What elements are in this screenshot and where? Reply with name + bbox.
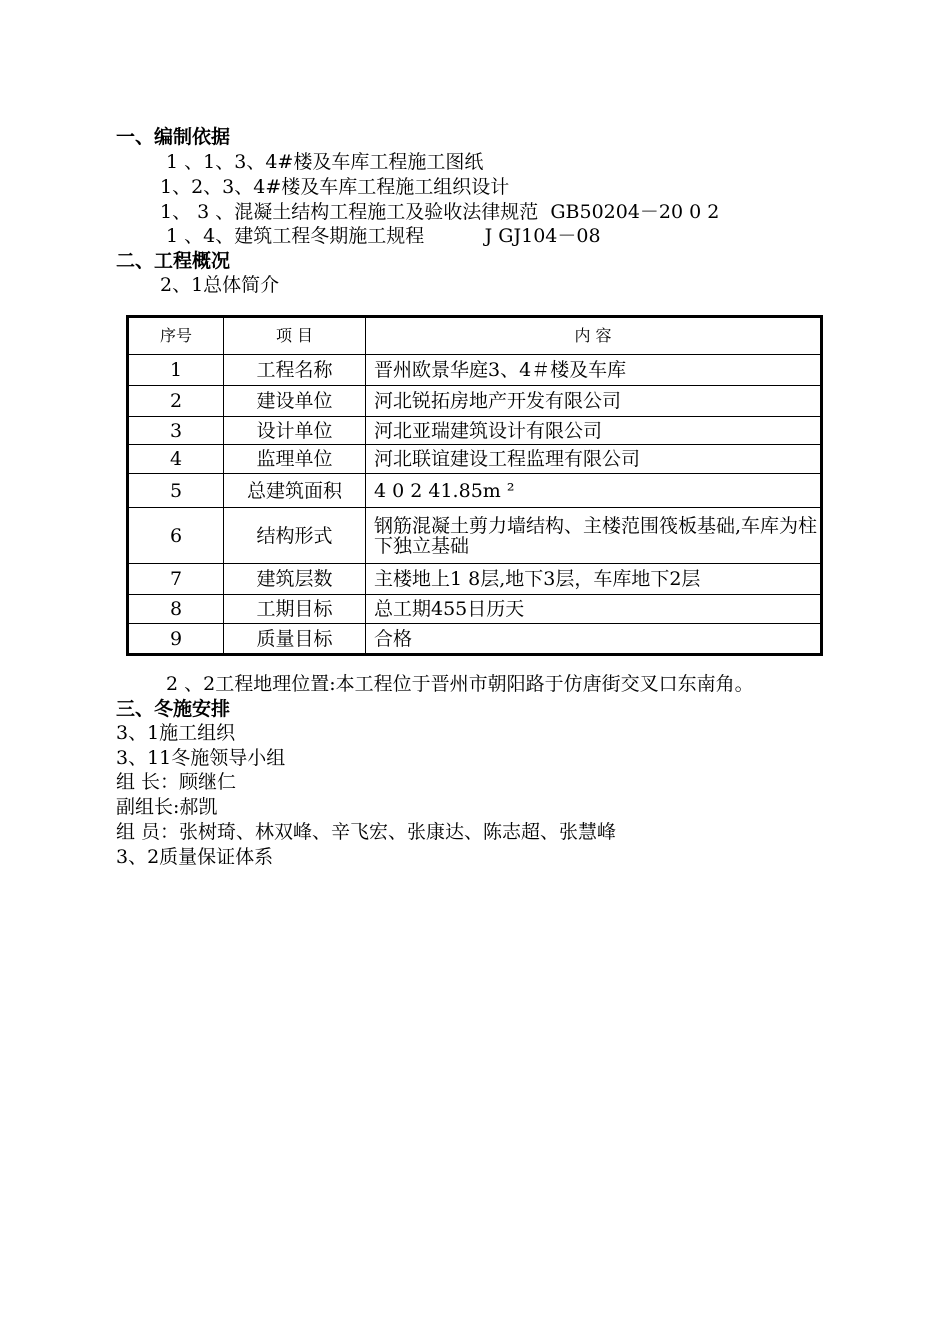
table-cell-content: 晋州欧景华庭3、4＃楼及车库 xyxy=(366,355,822,386)
table-cell-item: 设计单位 xyxy=(224,417,366,445)
table-cell-item: 结构形式 xyxy=(224,508,366,564)
table-cell-content: 总工期455日历天 xyxy=(366,595,822,624)
table-row xyxy=(128,624,822,655)
table-row xyxy=(128,386,822,417)
table-cell-item: 建筑层数 xyxy=(224,564,366,595)
table-cell-no: 2 xyxy=(128,386,224,417)
table-header-row xyxy=(128,317,822,355)
table-row xyxy=(128,474,822,508)
section3-line-6: 3、2质量保证体系 xyxy=(116,846,274,868)
table-header-cell: 内 容 xyxy=(366,317,822,355)
table-header-cell: 序号 xyxy=(128,317,224,355)
table-cell-content: 钢筋混凝土剪力墙结构、主楼范围筏板基础,车库为柱下独立基础 xyxy=(366,508,822,564)
section3-line-2: 3、11冬施领导小组 xyxy=(116,747,286,769)
table-cell-content: 河北亚瑞建筑设计有限公司 xyxy=(366,417,822,445)
table-cell-no: 7 xyxy=(128,564,224,595)
table-cell-item: 质量目标 xyxy=(224,624,366,655)
section3-line-1: 3、1施工组织 xyxy=(116,722,236,744)
project-overview-table xyxy=(126,315,823,656)
table-cell-no: 5 xyxy=(128,474,224,508)
table-header-cell: 项 目 xyxy=(224,317,366,355)
section3-line-4: 副组长:郝凯 xyxy=(116,796,218,818)
table-cell-no: 4 xyxy=(128,445,224,474)
section2-sub2: 2 、2工程地理位置:本工程位于晋州市朝阳路于仿唐街交叉口东南角。 xyxy=(160,673,754,695)
table-cell-content: 河北锐拓房地产开发有限公司 xyxy=(366,386,822,417)
section2-sub1: 2、1总体简介 xyxy=(160,274,280,296)
table-row xyxy=(128,445,822,474)
table-cell-no: 3 xyxy=(128,417,224,445)
table-cell-content: 4 0 2 41.85m ² xyxy=(366,474,822,508)
table-cell-content: 合格 xyxy=(366,624,822,655)
table-cell-no: 1 xyxy=(128,355,224,386)
table-cell-item: 监理单位 xyxy=(224,445,366,474)
table-cell-item: 工期目标 xyxy=(224,595,366,624)
table-cell-no: 6 xyxy=(128,508,224,564)
table-row xyxy=(128,417,822,445)
section1-item-3: 1、 3 、混凝土结构工程施工及验收法律规范 GB50204－20 0 2 xyxy=(160,201,720,223)
section1-item-4: 1 、4、建筑工程冬期施工规程 J GJ104－08 xyxy=(160,225,601,247)
table-cell-item: 建设单位 xyxy=(224,386,366,417)
table-cell-item: 总建筑面积 xyxy=(224,474,366,508)
table-cell-content: 主楼地上1 8层,地下3层，车库地下2层 xyxy=(366,564,822,595)
table-row xyxy=(128,564,822,595)
section1-heading: 一、编制依据 xyxy=(116,126,231,148)
table-cell-content: 河北联谊建设工程监理有限公司 xyxy=(366,445,822,474)
section2-heading: 二、工程概况 xyxy=(116,250,231,272)
section1-item-2: 1、2、3、4#楼及车库工程施工组织设计 xyxy=(160,176,510,198)
section3-line-3: 组 长：顾继仁 xyxy=(116,771,237,793)
table-row xyxy=(128,508,822,564)
table-cell-no: 8 xyxy=(128,595,224,624)
table-row xyxy=(128,355,822,386)
section3-heading: 三、冬施安排 xyxy=(116,698,231,720)
table-row xyxy=(128,595,822,624)
table-cell-no: 9 xyxy=(128,624,224,655)
section1-item-1: 1 、1、3、4#楼及车库工程施工图纸 xyxy=(160,151,484,173)
section3-line-5: 组 员：张树琦、林双峰、辛飞宏、张康达、陈志超、张慧峰 xyxy=(116,821,617,843)
table-cell-item: 工程名称 xyxy=(224,355,366,386)
